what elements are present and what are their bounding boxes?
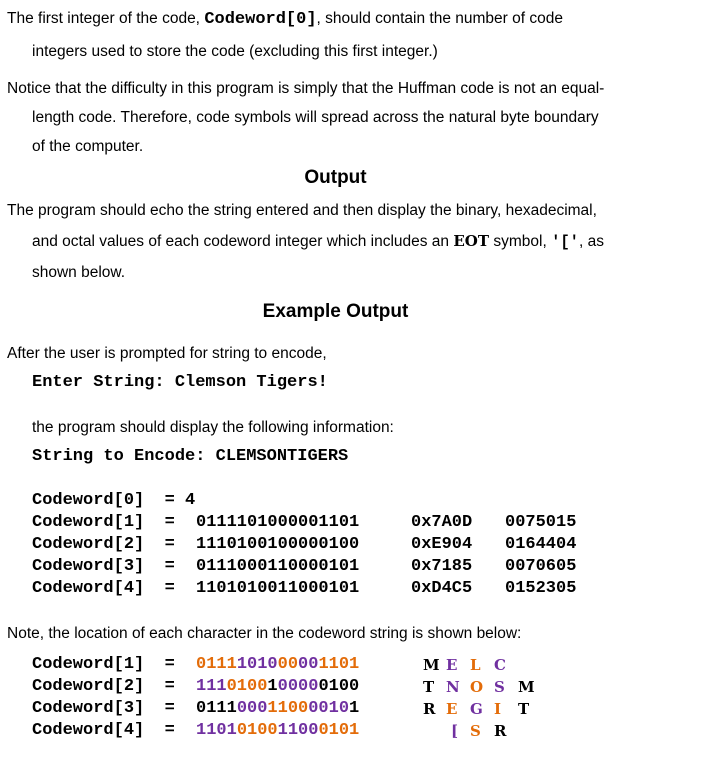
codeword-binary: 1110100100000100: [196, 535, 360, 554]
mapped-character: L: [470, 656, 481, 674]
para4: After the user is prompted for string to encode,: [7, 345, 327, 362]
codeword-hex: 0x7185: [411, 557, 473, 576]
para1-line1: [7, 9, 563, 30]
para2-line1: Notice that the difficulty in this program is simply that the Huffman code is not an equal-: [7, 80, 605, 97]
mapped-character: S: [494, 678, 505, 696]
heading-example-output: Example Output: [262, 301, 409, 322]
codeword-octal: 0164404: [505, 535, 577, 554]
codeword-label: Codeword[1] =: [32, 513, 175, 532]
mapped-character: E: [446, 700, 458, 718]
text: and octal values of each codeword integer which includes an: [32, 233, 450, 250]
mapped-character: N: [446, 678, 460, 696]
inline-code: Codeword[0]: [204, 10, 317, 29]
codeword-binary: 0111101000001101: [196, 513, 360, 532]
text: symbol,: [493, 233, 547, 250]
bit-segment: 1100: [277, 721, 319, 740]
bit-segment: 0111: [196, 699, 237, 718]
codeword-0: Codeword[0] = 4: [32, 491, 196, 510]
text: The first integer of the code,: [7, 10, 200, 27]
bit-segment: 0111: [196, 655, 237, 674]
mapped-character: R: [494, 722, 507, 740]
bit-segment: 0000: [277, 677, 319, 696]
enter-string-line: Enter String: Clemson Tigers!: [32, 373, 328, 392]
para3-line3: shown below.: [32, 264, 126, 281]
mapped-character: [: [451, 722, 459, 740]
bit-segment: 1: [267, 677, 278, 696]
mapped-character: S: [470, 722, 481, 740]
bit-segment: 0100: [236, 721, 278, 740]
mapped-character: T: [423, 678, 435, 696]
codeword-hex: 0xE904: [411, 535, 473, 554]
para5: the program should display the following information:: [32, 419, 394, 436]
codeword-binary: 1101010011000101: [196, 579, 360, 598]
mapped-character: E: [446, 656, 458, 674]
mapped-character: G: [470, 700, 483, 718]
codeword-label: Codeword[3] =: [32, 557, 175, 576]
bit-segment: 1101: [318, 655, 360, 674]
bit-segment: 1: [349, 699, 360, 718]
codeword-octal: 0075015: [505, 513, 577, 532]
eot-keyword: EOT: [453, 232, 490, 250]
mapped-character: C: [494, 656, 506, 674]
codeword-binary: 0111000110000101: [196, 557, 360, 576]
codeword-octal: 0152305: [505, 579, 577, 598]
codeword-hex: 0xD4C5: [411, 579, 473, 598]
bit-segment: 1100: [267, 699, 309, 718]
bit-segment: 111: [196, 677, 227, 696]
colored-codeword-binary: [196, 698, 359, 720]
text: , as: [578, 233, 604, 250]
colored-codeword-binary: [196, 654, 359, 676]
mapped-character: R: [423, 700, 436, 718]
mapped-character: O: [470, 678, 484, 696]
colored-codeword-label: Codeword[4] =: [32, 721, 175, 740]
para1-line2: integers used to store the code (excluding this first integer.): [32, 43, 438, 60]
string-to-encode-line: String to Encode: CLEMSONTIGERS: [32, 447, 349, 466]
bit-segment: 0100: [226, 677, 268, 696]
codeword-label: Codeword[2] =: [32, 535, 175, 554]
colored-codeword-binary: [196, 676, 359, 698]
codeword-hex: 0x7A0D: [411, 513, 473, 532]
bit-segment: 0101: [318, 721, 360, 740]
mapped-character: M: [518, 678, 535, 696]
para3-line1: The program should echo the string entered and then display the binary, hexadecimal,: [7, 202, 597, 219]
para2-line2: length code. Therefore, code symbols will spread across the natural byte boundary: [32, 109, 599, 126]
bit-segment: 00: [277, 655, 299, 674]
mapped-character: I: [494, 700, 502, 718]
para3-line2: [32, 231, 604, 252]
mapped-character: M: [423, 656, 440, 674]
colored-codeword-binary: [196, 720, 359, 742]
text: , should contain the number of code: [316, 10, 563, 27]
codeword-octal: 0070605: [505, 557, 577, 576]
codeword-label: Codeword[4] =: [32, 579, 175, 598]
colored-codeword-label: Codeword[2] =: [32, 677, 175, 696]
bit-segment: 0010: [308, 699, 350, 718]
note-line: Note, the location of each character in the codeword string is shown below:: [7, 625, 522, 642]
bit-segment: 000: [236, 699, 268, 718]
colored-codeword-label: Codeword[3] =: [32, 699, 175, 718]
mapped-character: T: [518, 700, 530, 718]
colored-codeword-label: Codeword[1] =: [32, 655, 175, 674]
bit-segment: 1010: [236, 655, 278, 674]
eot-symbol: '[': [551, 233, 579, 251]
bit-segment: 1101: [196, 721, 237, 740]
para2-line3: of the computer.: [32, 138, 144, 155]
bit-segment: 0100: [318, 677, 360, 696]
bit-segment: 00: [298, 655, 319, 674]
heading-output: Output: [304, 167, 367, 188]
